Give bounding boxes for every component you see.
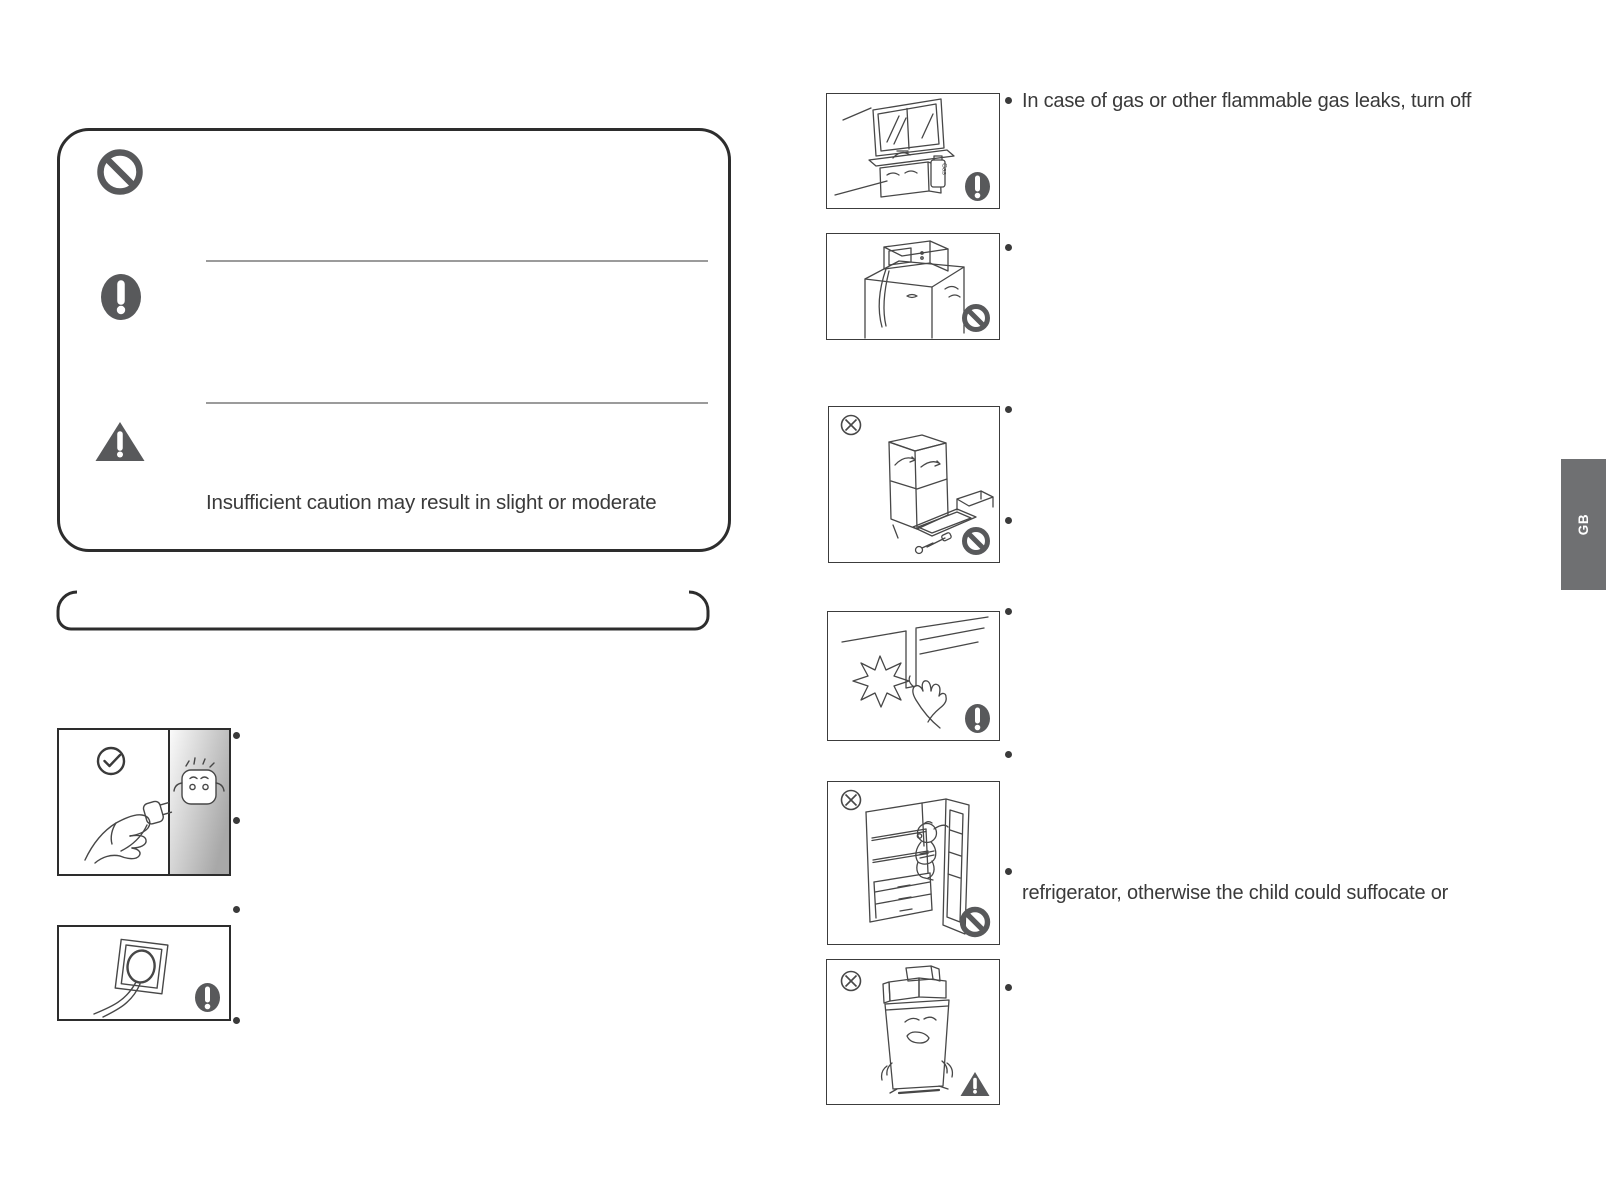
bullet bbox=[1005, 868, 1012, 875]
section-header-bar bbox=[55, 589, 711, 633]
caution-note: Insufficient caution may result in slight or moderate bbox=[206, 491, 657, 514]
language-tab-label: GB bbox=[1575, 513, 1591, 536]
circled-x-icon bbox=[839, 969, 863, 993]
bullet bbox=[1005, 244, 1012, 251]
bullet bbox=[1005, 406, 1012, 413]
legend-divider bbox=[206, 260, 708, 262]
exclamation-circle-icon bbox=[100, 273, 142, 326]
bullet bbox=[1005, 984, 1012, 991]
figure-plug-in-socket bbox=[57, 925, 231, 1021]
exclamation-circle-icon bbox=[964, 171, 991, 202]
severity-legend-box bbox=[57, 128, 731, 552]
check-circle-icon bbox=[98, 748, 124, 774]
bullet bbox=[233, 1017, 240, 1024]
exclamation-circle-icon bbox=[964, 703, 991, 734]
bullet bbox=[1005, 517, 1012, 524]
figure-hand-unplugging bbox=[57, 728, 231, 876]
bullet bbox=[233, 817, 240, 824]
prohibition-icon bbox=[959, 906, 991, 938]
prohibition-icon bbox=[97, 149, 143, 200]
warning-triangle-icon bbox=[959, 1070, 991, 1098]
warning-triangle-icon bbox=[93, 419, 147, 469]
bullet bbox=[1005, 97, 1012, 104]
gas-canister-label: Gas bbox=[940, 163, 948, 175]
bullet bbox=[233, 732, 240, 739]
suffocation-warning-text: refrigerator, otherwise the child could suffocate or bbox=[1022, 882, 1449, 904]
figure-gas-range bbox=[826, 93, 1000, 209]
legend-divider bbox=[206, 402, 708, 404]
circled-x-icon bbox=[839, 788, 863, 812]
figure-boxes-on-fridge bbox=[826, 959, 1000, 1105]
language-tab bbox=[1561, 459, 1606, 590]
prohibition-icon bbox=[961, 303, 991, 333]
circled-x-icon bbox=[839, 413, 863, 437]
figure-child-climbing bbox=[827, 781, 1000, 945]
bullet bbox=[233, 906, 240, 913]
gas-leak-warning-text: In case of gas or other flammable gas leaks, turn off bbox=[1022, 90, 1472, 112]
exclamation-circle-icon bbox=[194, 982, 221, 1013]
hand-unplugging-plug-illustration bbox=[59, 730, 229, 874]
prohibition-icon bbox=[961, 526, 991, 556]
figure-door-pinch bbox=[827, 611, 1000, 741]
figure-disassembly bbox=[828, 406, 1000, 563]
bullet bbox=[1005, 751, 1012, 758]
figure-microwave-on-fridge bbox=[826, 233, 1000, 340]
bullet bbox=[1005, 608, 1012, 615]
